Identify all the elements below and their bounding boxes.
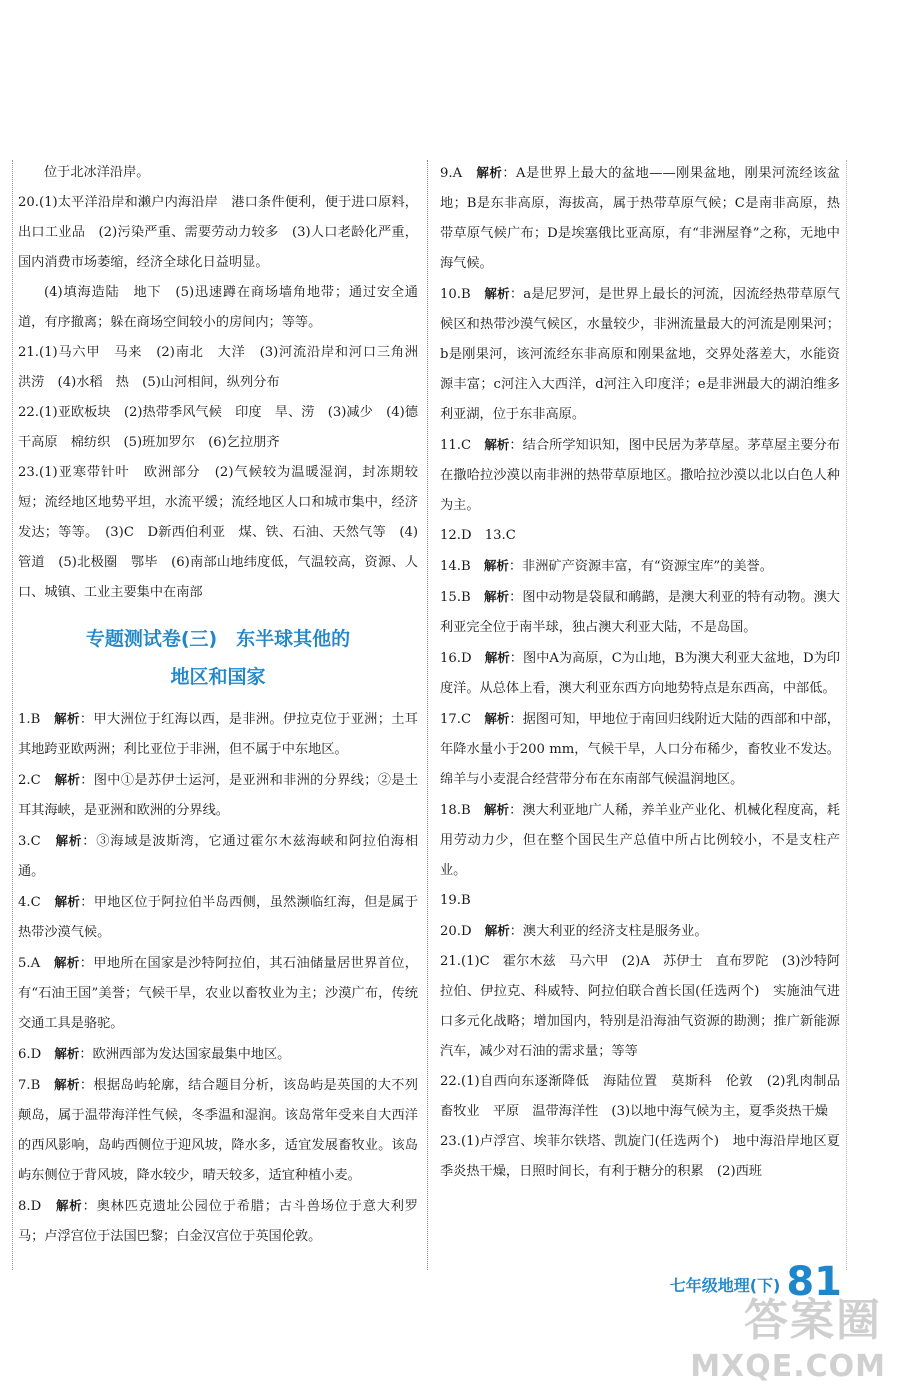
answer-paragraph: (4)填海造陆 地下 (5)迅速蹲在商场墙角地带；通过安全通道，有序撤离；躲在商场空间较小的房间内；等等。 bbox=[18, 285, 418, 330]
answer-item bbox=[440, 430, 840, 521]
analysis-label: 解析 bbox=[54, 955, 80, 970]
right-column bbox=[440, 158, 854, 1187]
analysis-label: 解析 bbox=[484, 437, 510, 452]
left-previous-answers bbox=[18, 158, 432, 608]
analysis-label: 解析 bbox=[484, 286, 510, 301]
answer-item bbox=[18, 948, 418, 1039]
analysis-label: 解析 bbox=[484, 711, 510, 726]
answer-paragraph: 22.(1)亚欧板块 (2)热带季风气候 印度 旱、涝 (3)减少 (4)德干高原 棉纺织 (5)班加罗尔 (6)乞拉朋齐 bbox=[18, 405, 418, 450]
answer-item bbox=[18, 887, 418, 948]
answer-number: 10.B bbox=[440, 287, 471, 302]
answer-text: ：图中动物是袋鼠和鸸鹋，是澳大利亚的特有动物。澳大利亚完全位于南半球，独占澳大利亚大陆，不是岛国。 bbox=[440, 590, 840, 635]
answer-item bbox=[18, 1070, 418, 1191]
watermark-en: MXQE.COM bbox=[690, 1349, 886, 1384]
answer-number: 19.B bbox=[440, 893, 471, 908]
analysis-label: 解析 bbox=[54, 894, 81, 909]
answer-text: ：a是尼罗河，是世界上最长的河流，因流经热带草原气候区和热带沙漠气候区，水量较少，非洲流量最大的河流是刚果河；b是刚果河，该河流经东非高原和刚果盆地，交界处落差大，水能资源丰富；c河注入大西洋，d河注入印度洋；e是非洲最大的湖泊维多利亚湖，位于东非高原。 bbox=[440, 287, 840, 422]
watermark-logo bbox=[684, 1284, 894, 1384]
column-divider bbox=[427, 160, 428, 1270]
answer-number: 14.B bbox=[440, 559, 471, 574]
answer-number: 1.B bbox=[18, 712, 41, 727]
answer-text: ：图中A为高原，C为山地，B为澳大利亚大盆地，D为印度洋。从总体上看，澳大利亚东西方向地势特点是东西高，中部低。 bbox=[440, 651, 840, 696]
analysis-label: 解析 bbox=[54, 772, 81, 787]
analysis-label: 解析 bbox=[483, 589, 510, 604]
answer-text: ：据图可知，甲地位于南回归线附近大陆的西部和中部，年降水量小于200 mm，气候干旱，人口分布稀少，畜牧业不发达。绵羊与小麦混合经营带分布在东南部气候温润地区。 bbox=[440, 712, 840, 787]
analysis-label: 解析 bbox=[55, 1198, 83, 1213]
answer-text: ：澳大利亚的经济支柱是服务业。 bbox=[509, 924, 708, 939]
answer-text: ：A是世界上最大的盆地——刚果盆地，刚果河流经该盆地；B是东非高原，海拔高，属于热带草原气候；C是南非高原，热带草原气候广布；D是埃塞俄比亚高原，有“非洲屋脊”之称，无地中海气候。 bbox=[440, 166, 840, 271]
answer-item bbox=[18, 826, 418, 887]
answer-item bbox=[440, 279, 840, 430]
left-column bbox=[18, 158, 432, 1252]
answer-number: 11.C bbox=[440, 438, 472, 453]
answer-text: ：非洲矿产资源丰富，有“资源宝库”的美誉。 bbox=[508, 559, 773, 574]
answer-number: 8.D bbox=[18, 1199, 42, 1214]
answer-text: ：根据岛屿轮廓，结合题目分析，该岛屿是英国的大不列颠岛，属于温带海洋性气候，冬季温和湿润。该岛常年受来自大西洋的西风影响，岛屿西侧位于迎风坡，降水多，适宜发展畜牧业。该岛屿东侧位于背风坡，降水较少，晴天较多，适宜种植小麦。 bbox=[18, 1078, 418, 1183]
answer-text: ：奥林匹克遗址公园位于希腊；古斗兽场位于意大利罗马；卢浮宫位于法国巴黎；白金汉宫位于英国伦敦。 bbox=[18, 1199, 418, 1244]
left-margin-rule bbox=[12, 160, 13, 1270]
answer-number: 12.D 13.C bbox=[440, 528, 516, 543]
footer-subject: 七年级地理(下) bbox=[669, 1276, 781, 1295]
answer-item bbox=[440, 521, 840, 551]
answer-item bbox=[440, 704, 840, 795]
answer-item bbox=[440, 1067, 854, 1127]
answer-number: 3.C bbox=[18, 834, 41, 849]
answer-text: ：甲大洲位于红海以西，是非洲。伊拉克位于亚洲；土耳其地跨亚欧两洲；利比亚位于非洲，但不属于中东地区。 bbox=[18, 712, 418, 757]
analysis-label: 解析 bbox=[54, 1046, 80, 1061]
analysis-label: 解析 bbox=[54, 1077, 80, 1092]
answer-item bbox=[18, 1039, 418, 1070]
page-number: 81 bbox=[786, 1259, 842, 1305]
answer-number: 15.B bbox=[440, 590, 471, 605]
answer-item bbox=[440, 582, 840, 643]
answer-paragraph: 位于北冰洋沿岸。 bbox=[44, 165, 150, 180]
answer-item bbox=[440, 1127, 840, 1187]
answer-item bbox=[440, 947, 840, 1067]
answer-number: 23.(1)卢浮宫、埃菲尔铁塔、凯旋门(任选两个) 地中海沿岸地区夏季炎热干燥，日照时间长，有利于糖分的积累 (2)西班 bbox=[440, 1134, 840, 1179]
analysis-label: 解析 bbox=[483, 802, 510, 817]
section-title-line2: 地区和国家 bbox=[170, 666, 266, 688]
answer-number: 9.A bbox=[440, 166, 463, 181]
answer-number: 18.B bbox=[440, 803, 471, 818]
answer-number: 5.A bbox=[18, 956, 41, 971]
analysis-label: 解析 bbox=[483, 558, 509, 573]
answer-item bbox=[18, 765, 418, 826]
answer-text: ：结合所学知识知，图中民居为茅草屋。茅草屋主要分布在撒哈拉沙漠以南非洲的热带草原地区。撒哈拉沙漠以北以白色人种为主。 bbox=[440, 438, 840, 513]
answer-number: 2.C bbox=[18, 773, 41, 788]
answer-text: ：图中①是苏伊士运河，是亚洲和非洲的分界线；②是土耳其海峡，是亚洲和欧洲的分界线。 bbox=[18, 773, 419, 818]
analysis-label: 解析 bbox=[54, 711, 80, 726]
answer-number: 21.(1)C 霍尔木兹 马六甲 (2)A 苏伊士 直布罗陀 (3)沙特阿拉伯、伊拉克、科威特、阿拉伯联合酋长国(任选两个) 实施油气进口多元化战略；增加国内，特别是沿海油气资源的勘测；推广新能源汽车，减少对石油的需求量；等等 bbox=[440, 954, 840, 1059]
answer-paragraph: 23.(1)亚寒带针叶 欧洲部分 (2)气候较为温暖湿润，封冻期较短；流经地区地势平坦，水流平缓；流经地区人口和城市集中，经济发达；等等。 (3)C D新西伯利亚 煤、铁、石油、天然气等 (4)管道 (5)北极圈 鄂毕 (6)南部山地纬度低，气温较高，资源、人口、城镇、工业主要集中在南部 bbox=[18, 465, 418, 600]
answer-item bbox=[440, 916, 840, 947]
left-answers-list bbox=[18, 704, 418, 1252]
answer-text: ：欧洲西部为发达国家最集中地区。 bbox=[79, 1047, 291, 1062]
answer-item bbox=[440, 886, 840, 916]
answer-number: 20.D bbox=[440, 924, 472, 939]
answer-number: 22.(1)自西向东逐渐降低 海陆位置 莫斯科 伦敦 (2)乳肉制品 畜牧业 平原 温带海洋性 (3)以地中海气候为主，夏季炎热干燥 bbox=[440, 1074, 854, 1119]
answer-text: ：③海域是波斯湾，它通过霍尔木兹海峡和阿拉伯海相通。 bbox=[18, 834, 419, 879]
analysis-label: 解析 bbox=[484, 650, 510, 665]
answer-number: 7.B bbox=[18, 1078, 41, 1093]
answer-item bbox=[440, 643, 840, 704]
answer-number: 17.C bbox=[440, 712, 472, 727]
answer-paragraph: 20.(1)太平洋沿岸和濑户内海沿岸 港口条件便利，便于进口原料，出口工业品 (2)污染严重、需要劳动力较多 (3)人口老龄化严重，国内消费市场萎缩，经济全球化日益明显。 bbox=[18, 195, 418, 270]
answer-item bbox=[18, 704, 418, 765]
answer-item bbox=[440, 158, 840, 279]
analysis-label: 解析 bbox=[476, 165, 503, 180]
watermark-cn: 答案圈 bbox=[744, 1295, 882, 1346]
answer-number: 6.D bbox=[18, 1047, 42, 1062]
section-title-line1: 专题测试卷(三) 东半球其他的 bbox=[85, 628, 351, 650]
right-margin-rule bbox=[846, 160, 847, 1270]
answer-paragraph: 21.(1)马六甲 马来 (2)南北 大洋 (3)河流沿岸和河口三角洲 洪涝 (4)水稻 热 (5)山河相间，纵列分布 bbox=[18, 345, 432, 390]
analysis-label: 解析 bbox=[484, 923, 510, 938]
answer-item bbox=[440, 551, 840, 582]
section-title bbox=[18, 620, 418, 696]
answer-item bbox=[440, 795, 840, 886]
answer-number: 16.D bbox=[440, 651, 472, 666]
analysis-label: 解析 bbox=[55, 833, 83, 848]
answer-number: 4.C bbox=[18, 895, 41, 910]
answer-item bbox=[18, 1191, 418, 1252]
answer-text: ：甲地所在国家是沙特阿拉伯，其石油储量居世界首位，有“石油王国”美誉；气候干旱，农业以畜牧业为主；沙漠广布，传统交通工具是骆驼。 bbox=[18, 956, 418, 1031]
answer-text: ：澳大利亚地广人稀，养羊业产业化、机械化程度高，耗用劳动力少，但在整个国民生产总值中所占比例较小，不是支柱产业。 bbox=[440, 803, 840, 878]
answer-text: ：甲地区位于阿拉伯半岛西侧，虽然濒临红海，但是属于热带沙漠气候。 bbox=[18, 895, 419, 940]
right-answers-list bbox=[440, 158, 854, 1187]
